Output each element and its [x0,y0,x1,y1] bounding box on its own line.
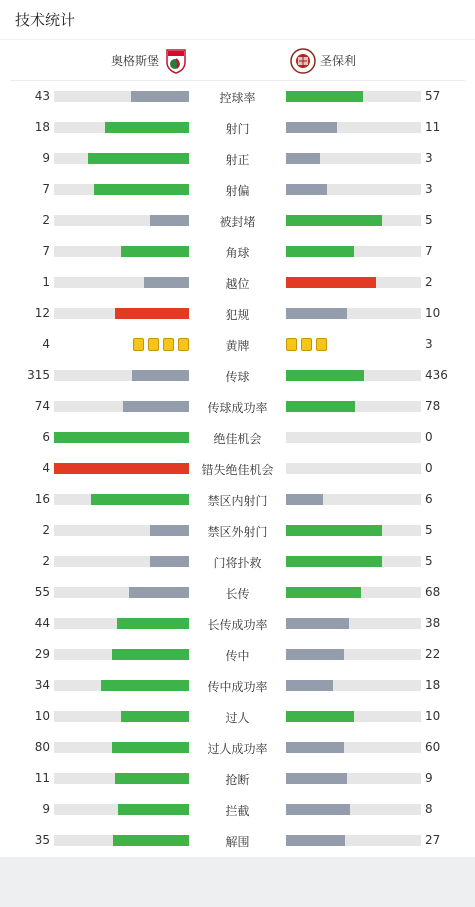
away-team-name: 圣保利 [320,54,357,68]
stat-row [0,112,475,143]
away-bar-fill [286,401,355,412]
home-bar-track [54,308,189,319]
yellow-card-icon [148,338,159,351]
home-value: 2 [42,554,50,568]
away-bar-track [286,835,421,846]
away-value: 2 [425,275,433,289]
away-value: 6 [425,492,433,506]
home-bar-track [54,91,189,102]
home-bar-fill [54,432,189,443]
yellow-card-icon [133,338,144,351]
away-value: 5 [425,213,433,227]
stat-label: 传球 [225,370,250,384]
away-bar-fill [286,308,347,319]
stat-row [0,422,475,453]
away-bar-fill [286,494,323,505]
home-bar-fill [150,556,189,567]
away-value: 3 [425,337,433,351]
away-team[interactable] [290,40,356,81]
stat-row [0,670,475,701]
home-bar-fill [150,525,189,536]
away-value: 3 [425,182,433,196]
away-value: 0 [425,430,433,444]
yellow-card-icon [178,338,189,351]
home-value: 74 [34,399,50,413]
away-bar-track [286,494,421,505]
stat-row [0,174,475,205]
away-bar-track [286,680,421,691]
away-value: 57 [425,89,441,103]
home-value: 12 [34,306,50,320]
away-value: 8 [425,802,433,816]
home-value: 9 [42,151,50,165]
home-bar-fill [150,215,189,226]
away-bar-track [286,91,421,102]
stat-label: 射偏 [225,184,250,198]
home-bar-track [54,618,189,629]
away-bar-fill [286,773,347,784]
away-value: 5 [425,554,433,568]
away-value: 18 [425,678,441,692]
home-bar-fill [88,153,189,164]
away-bar-track [286,215,421,226]
away-bar-track [286,525,421,536]
stat-label: 错失绝佳机会 [201,463,274,477]
home-bar-track [54,804,189,815]
stat-row [0,391,475,422]
stat-row [0,329,475,360]
home-bar-track [54,277,189,288]
away-bar-fill [286,246,354,257]
home-bar-track [54,773,189,784]
away-bar-fill [286,711,354,722]
away-bar-fill [286,215,382,226]
stat-row [0,546,475,577]
home-value: 16 [34,492,50,506]
stat-label: 过人 [225,711,250,725]
home-value: 34 [34,678,50,692]
home-value: 6 [42,430,50,444]
away-value: 11 [425,120,441,134]
home-team[interactable] [111,40,187,81]
home-bar-fill [129,587,189,598]
away-bar-fill [286,525,382,536]
header [0,0,475,40]
home-value: 7 [42,244,50,258]
home-value: 1 [42,275,50,289]
away-value: 38 [425,616,441,630]
away-bar-track [286,742,421,753]
home-bar-fill [94,184,189,195]
stat-label: 绝佳机会 [213,432,262,446]
yellow-card-icon [301,338,312,351]
home-bar-track [54,494,189,505]
stat-row [0,453,475,484]
away-bar-fill [286,804,350,815]
home-bar-fill [131,91,189,102]
stat-label: 拦截 [225,804,250,818]
stat-label: 禁区内射门 [207,494,268,508]
stat-row [0,608,475,639]
away-bar-fill [286,153,320,164]
away-value: 9 [425,771,433,785]
away-yellow-cards [286,338,327,351]
away-value: 5 [425,523,433,537]
home-bar-track [54,153,189,164]
stat-label: 犯规 [225,308,250,322]
home-value: 44 [34,616,50,630]
home-bar-track [54,463,189,474]
away-value: 10 [425,306,441,320]
stat-label: 黄牌 [225,339,250,353]
teams-header [10,40,465,81]
home-value: 43 [34,89,50,103]
stat-row [0,236,475,267]
away-bar-track [286,556,421,567]
away-value: 7 [425,244,433,258]
away-bar-fill [286,835,345,846]
stat-label: 禁区外射门 [207,525,268,539]
away-bar-track [286,401,421,412]
stat-row [0,577,475,608]
away-bar-track [286,308,421,319]
away-bar-fill [286,370,364,381]
stat-label: 被封堵 [219,215,256,229]
home-bar-track [54,215,189,226]
home-bar-fill [115,308,189,319]
away-value: 3 [425,151,433,165]
home-bar-fill [105,122,189,133]
home-value: 18 [34,120,50,134]
away-value: 22 [425,647,441,661]
away-value: 78 [425,399,441,413]
stat-row [0,794,475,825]
stat-label: 传中 [225,649,250,663]
stat-row [0,825,475,856]
stat-label: 传中成功率 [207,680,268,694]
away-bar-fill [286,122,337,133]
yellow-card-icon [286,338,297,351]
home-bar-track [54,184,189,195]
away-value: 60 [425,740,441,754]
home-bar-track [54,401,189,412]
home-value: 2 [42,523,50,537]
away-bar-track [286,246,421,257]
home-bar-track [54,122,189,133]
stat-label: 射门 [225,122,250,136]
away-value: 436 [425,368,448,382]
stat-label: 射正 [225,153,250,167]
stat-row [0,484,475,515]
home-bar-track [54,711,189,722]
home-value: 4 [42,461,50,475]
stat-label: 门将扑救 [213,556,262,570]
home-value: 11 [34,771,50,785]
stat-label: 控球率 [219,91,256,105]
stat-row [0,205,475,236]
away-bar-fill [286,91,363,102]
home-value: 80 [34,740,50,754]
away-bar-fill [286,556,382,567]
away-bar-track [286,587,421,598]
stat-label: 解围 [225,835,250,849]
away-bar-fill [286,277,376,288]
home-bar-track [54,649,189,660]
home-yellow-cards [133,338,189,351]
stat-row [0,763,475,794]
home-bar-fill [121,246,189,257]
away-bar-track [286,649,421,660]
home-bar-fill [112,742,189,753]
away-bar-fill [286,742,344,753]
home-bar-fill [101,680,189,691]
home-value: 2 [42,213,50,227]
stat-row [0,639,475,670]
home-value: 55 [34,585,50,599]
home-bar-track [54,587,189,598]
away-team-logo-icon [290,48,316,74]
home-bar-fill [123,401,189,412]
home-bar-track [54,525,189,536]
stat-label: 越位 [225,277,250,291]
stat-label: 长传 [225,587,250,601]
stat-row [0,267,475,298]
away-value: 0 [425,461,433,475]
home-bar-track [54,556,189,567]
stat-label: 过人成功率 [207,742,268,756]
home-value: 4 [42,337,50,351]
stat-label: 角球 [225,246,250,260]
stat-row [0,732,475,763]
home-value: 315 [27,368,50,382]
away-bar-track [286,711,421,722]
home-bar-fill [132,370,189,381]
home-bar-track [54,680,189,691]
home-bar-fill [113,835,189,846]
away-bar-track [286,773,421,784]
home-bar-fill [54,463,189,474]
home-bar-track [54,835,189,846]
home-bar-fill [118,804,189,815]
stat-row [0,143,475,174]
away-bar-fill [286,680,333,691]
away-bar-fill [286,587,361,598]
away-value: 10 [425,709,441,723]
away-bar-track [286,804,421,815]
stat-label: 长传成功率 [207,618,268,632]
home-bar-fill [115,773,189,784]
home-team-logo-icon [165,48,187,74]
stat-row [0,360,475,391]
stat-label: 抢断 [225,773,250,787]
yellow-card-icon [316,338,327,351]
home-team-name: 奥格斯堡 [110,54,159,68]
stat-row [0,298,475,329]
stat-row [0,81,475,112]
home-value: 10 [34,709,50,723]
home-bar-track [54,742,189,753]
page-title: 技术统计 [15,11,76,29]
home-bar-track [54,432,189,443]
home-bar-track [54,370,189,381]
stat-row [0,701,475,732]
away-bar-fill [286,649,344,660]
home-bar-track [54,246,189,257]
away-value: 27 [425,833,441,847]
away-bar-track [286,463,421,474]
home-value: 29 [34,647,50,661]
away-value: 68 [425,585,441,599]
home-bar-fill [144,277,189,288]
yellow-card-icon [163,338,174,351]
home-bar-fill [121,711,189,722]
away-bar-fill [286,618,349,629]
home-bar-fill [117,618,189,629]
away-bar-track [286,370,421,381]
away-bar-track [286,153,421,164]
away-bar-track [286,184,421,195]
stat-row [0,515,475,546]
home-bar-fill [91,494,189,505]
away-bar-track [286,618,421,629]
away-bar-track [286,122,421,133]
away-bar-fill [286,184,327,195]
home-bar-fill [112,649,189,660]
stat-label: 传球成功率 [207,401,268,415]
away-bar-track [286,277,421,288]
stats-list [0,81,475,856]
home-value: 7 [42,182,50,196]
home-value: 35 [34,833,50,847]
home-value: 9 [42,802,50,816]
away-bar-track [286,432,421,443]
